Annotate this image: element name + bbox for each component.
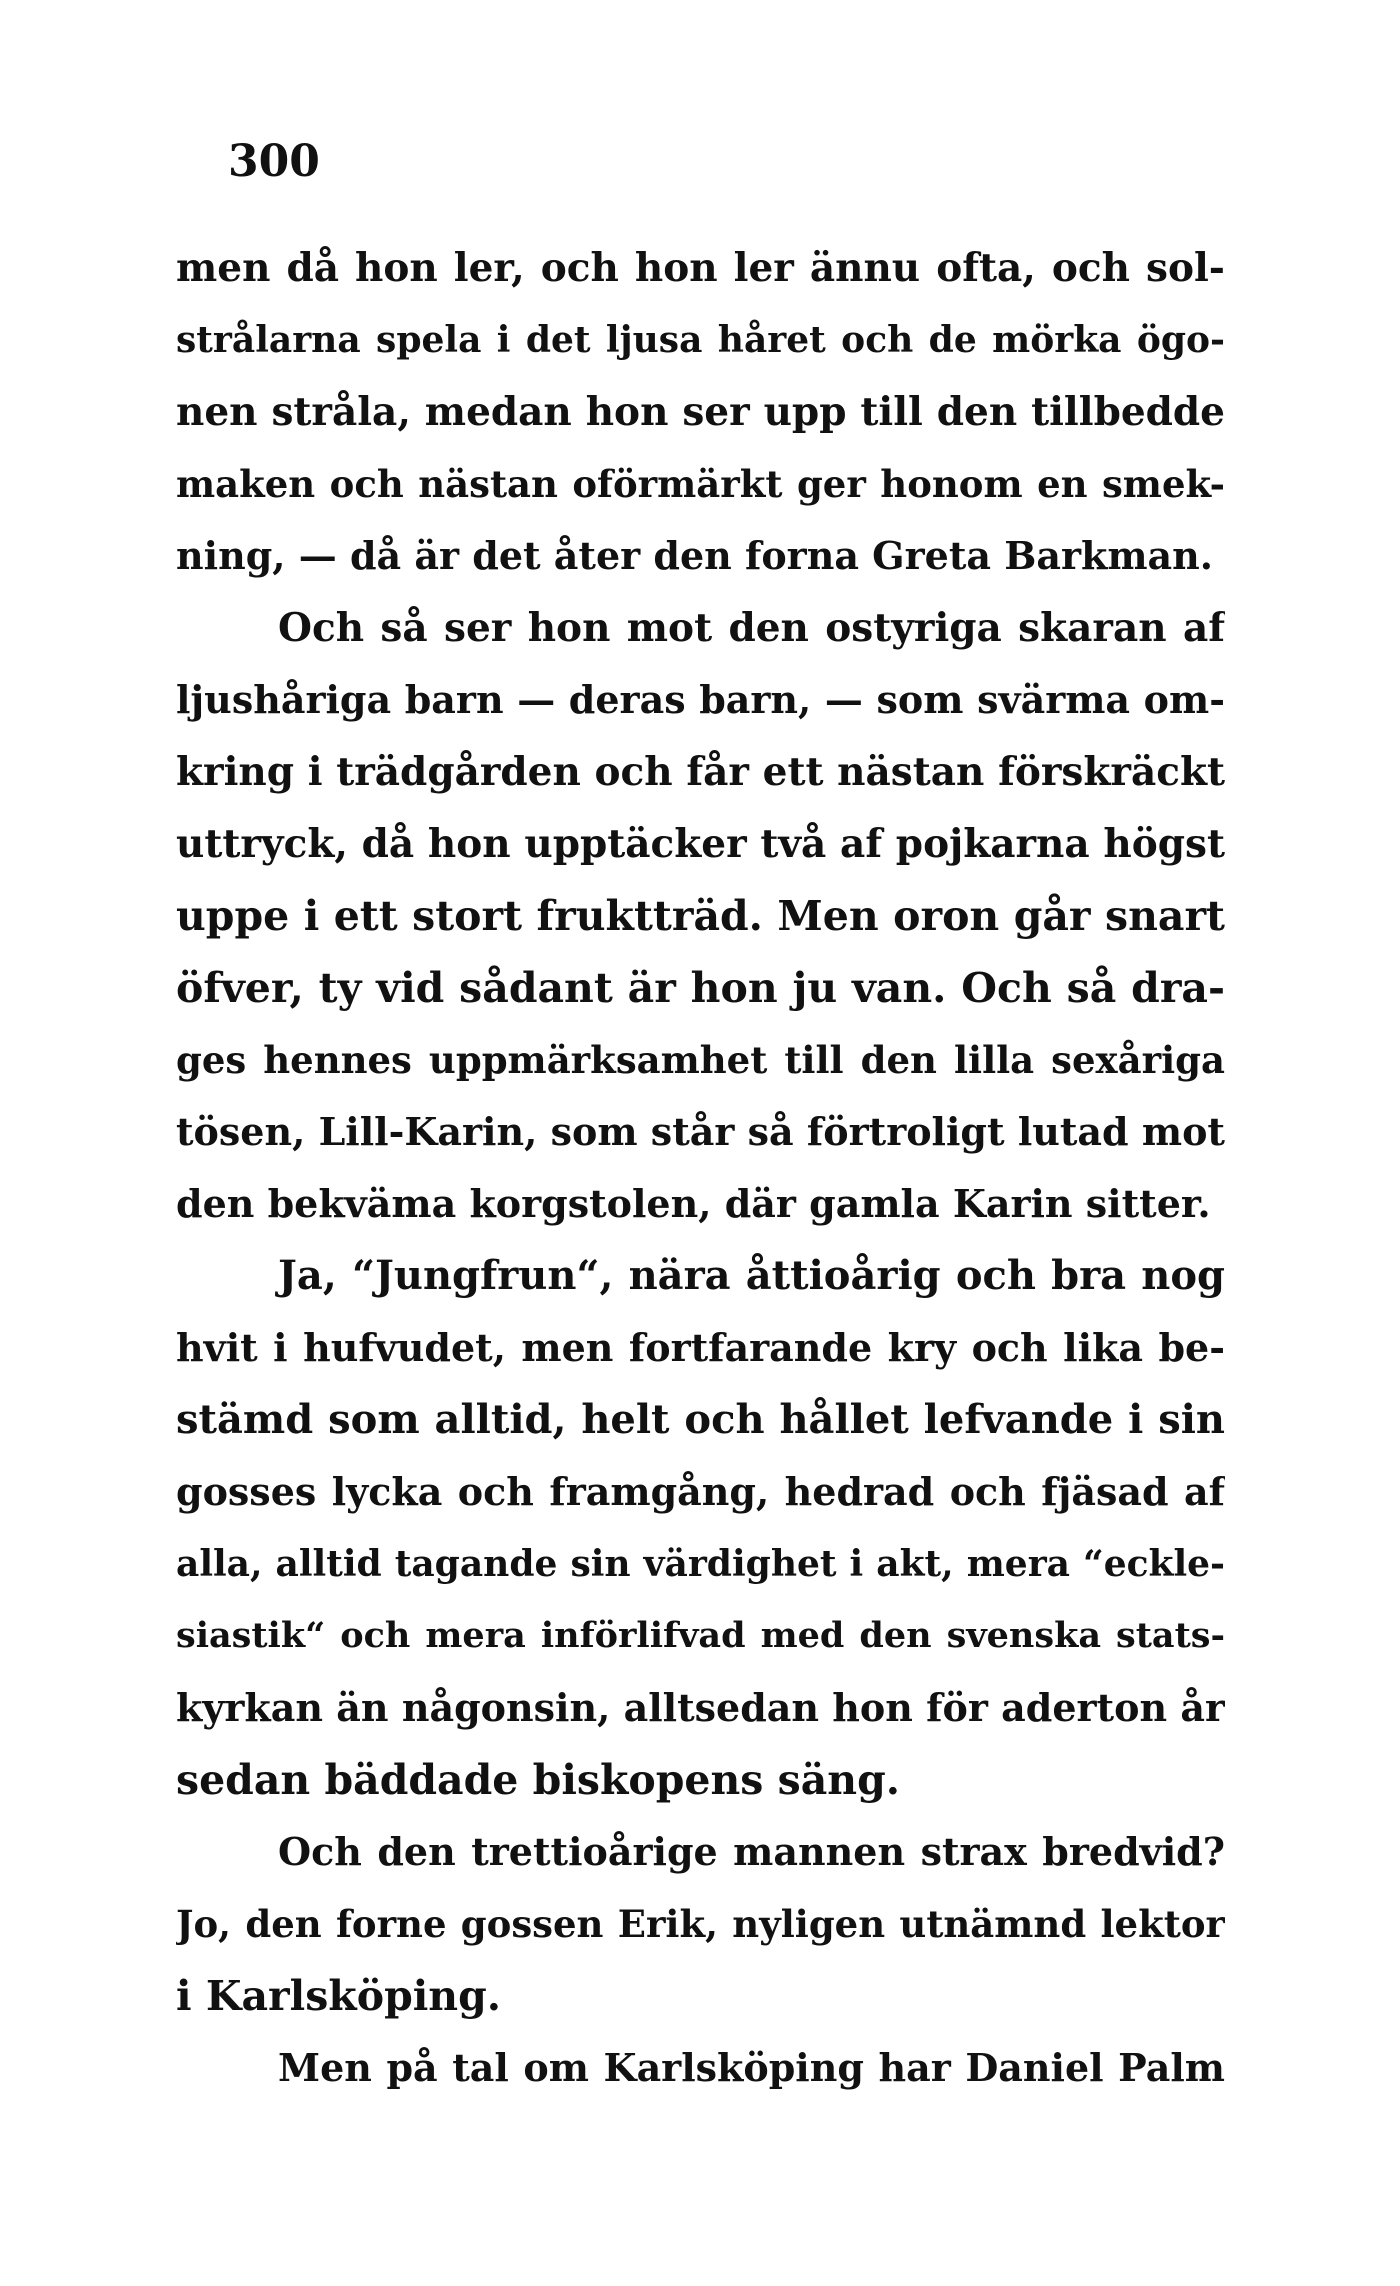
text-line: tösen, Lill-Karin, som står så förtroligt lutad mot	[176, 1109, 1225, 1154]
text-line: strålarna spela i det ljusa håret och de mörka ögo-	[176, 319, 1225, 361]
text-line: gosses lycka och framgång, hedrad och fjäsad af	[176, 1469, 1225, 1514]
text-line: kyrkan än någonsin, alltsedan hon för aderton år	[176, 1685, 1225, 1730]
text-line: stämd som alltid, helt och hållet lefvande i sin	[176, 1396, 1225, 1443]
text-line: den bekväma korgstolen, där gamla Karin sitter.	[176, 1181, 1211, 1226]
text-line: ges hennes uppmärksamhet till den lilla sexåriga	[176, 1038, 1225, 1082]
text-line: uppe i ett stort fruktträd. Men oron går snart	[176, 892, 1225, 940]
text-line: uttryck, då hon upptäcker två af pojkarna högst	[176, 821, 1225, 867]
text-line: hvit i hufvudet, men fortfarande kry och lika be-	[176, 1325, 1225, 1370]
text-line: kring i trädgården och får ett nästan förskräckt	[176, 749, 1225, 795]
text-line: Men på tal om Karlsköping har Daniel Palm	[278, 2045, 1225, 2090]
text-line: Och den trettioårige mannen strax bredvid?	[278, 1829, 1225, 1874]
text-line: alla, alltid tagande sin värdighet i akt, mera “eckle-	[176, 1543, 1225, 1585]
page-number: 300	[228, 136, 320, 187]
text-line: Ja, “Jungfrun“, nära åttioårig och bra nog	[278, 1252, 1225, 1299]
text-line: öfver, ty vid sådant är hon ju van. Och så dra-	[176, 964, 1225, 1012]
text-line: siastik“ och mera införlifvad med den svenska stats-	[176, 1615, 1225, 1656]
text-line: maken och nästan oförmärkt ger honom en smek-	[176, 462, 1225, 506]
text-line: ning, — då är det åter den forna Greta Barkman.	[176, 533, 1214, 578]
text-line: Och så ser hon mot den ostyriga skaran af	[278, 605, 1225, 651]
text-line: nen stråla, medan hon ser upp till den tillbedde	[176, 389, 1225, 435]
text-line: sedan bäddade biskopens säng.	[176, 1756, 901, 1804]
text-line: ljushåriga barn — deras barn, — som svärma om-	[176, 677, 1225, 722]
body-text	[176, 232, 1225, 2104]
text-line: Jo, den forne gossen Erik, nyligen utnämnd lektor	[176, 1902, 1225, 1946]
text-line: i Karlsköping.	[176, 1972, 502, 2020]
text-line: men då hon ler, och hon ler ännu ofta, och sol-	[176, 245, 1225, 291]
